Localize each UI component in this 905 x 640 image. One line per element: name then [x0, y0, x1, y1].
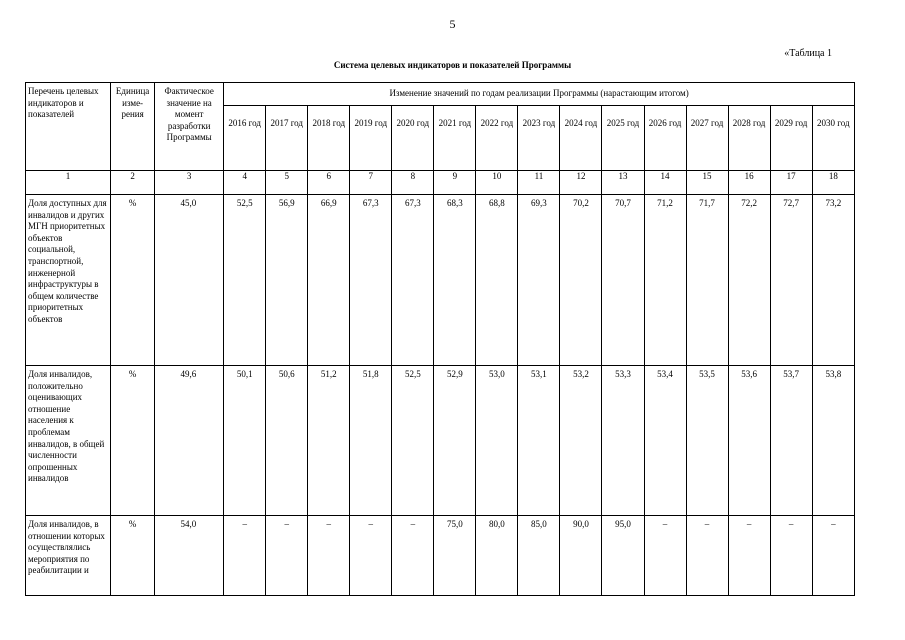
- header-year: 2023 год: [518, 106, 560, 171]
- year-value: 53,4: [644, 366, 686, 516]
- year-value: 68,8: [476, 195, 518, 366]
- column-number: 14: [644, 171, 686, 195]
- column-number: 12: [560, 171, 602, 195]
- year-value: 71,2: [644, 195, 686, 366]
- year-value: 71,7: [686, 195, 728, 366]
- year-value: 51,2: [308, 366, 350, 516]
- year-value: 68,3: [434, 195, 476, 366]
- year-value: 69,3: [518, 195, 560, 366]
- year-value: 52,5: [392, 366, 434, 516]
- year-value: 50,1: [224, 366, 266, 516]
- column-number: 15: [686, 171, 728, 195]
- column-number: 8: [392, 171, 434, 195]
- year-value: 80,0: [476, 516, 518, 596]
- table-row: [26, 366, 855, 516]
- column-number: 18: [812, 171, 854, 195]
- header-year: 2024 год: [560, 106, 602, 171]
- header-year: 2026 год: [644, 106, 686, 171]
- year-value: 56,9: [266, 195, 308, 366]
- table-body: [26, 83, 855, 596]
- indicators-table: [25, 82, 855, 596]
- indicator-unit: %: [111, 195, 155, 366]
- table-row: [26, 195, 855, 366]
- column-number: 6: [308, 171, 350, 195]
- year-value: –: [350, 516, 392, 596]
- header-year: 2029 год: [770, 106, 812, 171]
- column-number: 2: [111, 171, 155, 195]
- column-number: 16: [728, 171, 770, 195]
- year-value: 85,0: [518, 516, 560, 596]
- indicator-name: Доля доступных для инвалидов и других МГН приоритетных объектов социальной, транспортной, инженерной инфраструктуры в общем количестве приоритетных объектов: [26, 195, 111, 366]
- year-value: 72,7: [770, 195, 812, 366]
- year-value: 73,2: [812, 195, 854, 366]
- header-year: 2025 год: [602, 106, 644, 171]
- column-number: 3: [155, 171, 224, 195]
- year-value: 53,7: [770, 366, 812, 516]
- year-value: 66,9: [308, 195, 350, 366]
- year-value: –: [812, 516, 854, 596]
- header-unit: Единица изме-рения: [111, 83, 155, 171]
- year-value: –: [392, 516, 434, 596]
- header-year: 2016 год: [224, 106, 266, 171]
- header-year: 2018 год: [308, 106, 350, 171]
- indicator-unit: %: [111, 366, 155, 516]
- year-value: –: [686, 516, 728, 596]
- header-year: 2020 год: [392, 106, 434, 171]
- indicator-fact-value: 54,0: [155, 516, 224, 596]
- header-year: 2021 год: [434, 106, 476, 171]
- year-value: –: [728, 516, 770, 596]
- year-value: 70,2: [560, 195, 602, 366]
- header-fact: Фактическое значение на момент разработки Программы: [155, 83, 224, 171]
- header-indicators: Перечень целевых индикаторов и показателей: [26, 83, 111, 171]
- header-year: 2028 год: [728, 106, 770, 171]
- indicator-name: Доля инвалидов, положительно оценивающих отношение населения к проблемам инвалидов, в общей численности опрошенных инвалидов: [26, 366, 111, 516]
- column-number: 17: [770, 171, 812, 195]
- year-value: 70,7: [602, 195, 644, 366]
- year-value: 51,8: [350, 366, 392, 516]
- column-number: 9: [434, 171, 476, 195]
- indicator-fact-value: 45,0: [155, 195, 224, 366]
- year-value: 67,3: [392, 195, 434, 366]
- year-value: 53,2: [560, 366, 602, 516]
- year-value: 53,1: [518, 366, 560, 516]
- year-value: 50,6: [266, 366, 308, 516]
- header-year: 2030 год: [812, 106, 854, 171]
- year-value: 52,9: [434, 366, 476, 516]
- table-row: [26, 516, 855, 596]
- year-value: 53,8: [812, 366, 854, 516]
- column-numbers-row: [26, 171, 855, 195]
- table-title: Система целевых индикаторов и показателей Программы: [333, 60, 572, 70]
- header-year: 2022 год: [476, 106, 518, 171]
- page-number: 5: [449, 17, 456, 31]
- indicator-name: Доля инвалидов, в отношении которых осуществлялись мероприятия по реабилитации и: [26, 516, 111, 596]
- year-value: 52,5: [224, 195, 266, 366]
- year-value: 53,0: [476, 366, 518, 516]
- year-value: 95,0: [602, 516, 644, 596]
- column-number: 11: [518, 171, 560, 195]
- year-value: 67,3: [350, 195, 392, 366]
- year-value: –: [644, 516, 686, 596]
- year-value: 53,5: [686, 366, 728, 516]
- header-year: 2017 год: [266, 106, 308, 171]
- header-year: 2019 год: [350, 106, 392, 171]
- indicator-unit: %: [111, 516, 155, 596]
- year-value: 90,0: [560, 516, 602, 596]
- column-number: 4: [224, 171, 266, 195]
- table-label: «Таблица 1: [784, 48, 832, 59]
- column-number: 13: [602, 171, 644, 195]
- indicator-fact-value: 49,6: [155, 366, 224, 516]
- year-value: 53,3: [602, 366, 644, 516]
- year-value: 75,0: [434, 516, 476, 596]
- year-value: –: [770, 516, 812, 596]
- year-value: –: [266, 516, 308, 596]
- header-row: [26, 83, 855, 106]
- year-value: –: [224, 516, 266, 596]
- column-number: 10: [476, 171, 518, 195]
- year-value: 72,2: [728, 195, 770, 366]
- column-number: 7: [350, 171, 392, 195]
- column-number: 5: [266, 171, 308, 195]
- year-value: 53,6: [728, 366, 770, 516]
- year-value: –: [308, 516, 350, 596]
- column-number: 1: [26, 171, 111, 195]
- header-year: 2027 год: [686, 106, 728, 171]
- header-change: Изменение значений по годам реализации Программы (нарастающим итогом): [224, 83, 855, 106]
